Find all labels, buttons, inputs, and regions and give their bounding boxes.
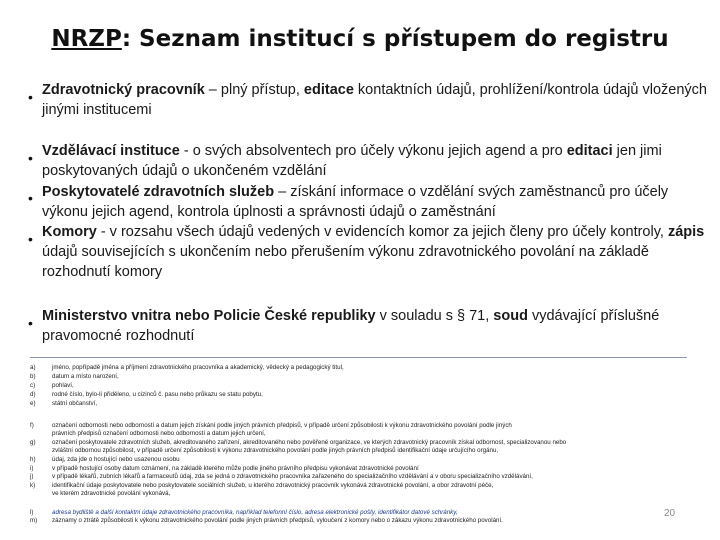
title-text: : Seznam institucí s přístupem do registru	[121, 26, 669, 52]
footnote-letter: m)	[30, 517, 38, 524]
footnote-letter: i)	[30, 465, 34, 472]
bullet-bold: Vzdělávací instituce	[42, 143, 180, 159]
bullet-text: – získání informace o vzdělání svých zaměstnanců pro účely výkonu jejich agend, kontrola úplnosti a správnosti údajů o zaměstnání	[42, 184, 669, 220]
bullet-bold: editace	[303, 82, 354, 98]
bullet-bold: zápis	[667, 224, 705, 240]
bullet-text: v souladu s § 71,	[375, 308, 494, 324]
bullet-text: údajů souvisejících s ukončením nebo přerušením výkonu zdravotnického povolání na základě rozhodnutí komory	[42, 244, 649, 280]
footnote-letter: a)	[30, 364, 36, 371]
footnote-letter: e)	[30, 400, 36, 407]
bullet-vzdelavaci-instituce	[42, 141, 708, 181]
bullet-text: - v rozsahu všech údajů vedených v evidencích komor za jejich členy pro účely kontroly,	[96, 224, 668, 240]
footnote-text: ve kterém zdravotnické povolání vykonává,	[52, 490, 171, 497]
page-number: 20	[664, 508, 676, 519]
footnote-letter: h)	[30, 456, 36, 463]
bullet-marker: •	[28, 315, 33, 331]
footnote-text: jméno, popřípadě jména a příjmení zdravotnického pracovníka a akademický, vědecký a pedagogický titul,	[52, 364, 344, 371]
footnote-letter: f)	[30, 422, 34, 429]
bullet-text: – plný přístup,	[204, 82, 304, 98]
footnote-text: pohlaví,	[52, 382, 74, 389]
footnote-letter: l)	[30, 509, 34, 516]
bullet-bold: soud	[493, 308, 528, 324]
divider	[30, 357, 687, 358]
footnote-text: rodné číslo, bylo-li přiděleno, u cizinců č. pasu nebo průkazu se statu pobytu,	[52, 391, 263, 398]
bullet-ministerstvo-vnitra	[42, 306, 708, 346]
bullet-text: - o svých absolventech pro účely výkonu jejich agend a pro	[179, 143, 567, 159]
footnote-text: údaj, zda jde o hostující nebo usazenou osobu	[52, 456, 180, 463]
footnote-text: v případě lékařů, zubních lékařů a farmaceutů údaj, zda se jedná o zdravotnického pracovníka zařazeného do specializačního vzdělávání a v oboru specializačního vzdělávání,	[52, 473, 533, 480]
footnote-letter: j)	[30, 473, 34, 480]
bullet-bold: Ministerstvo vnitra nebo Policie České republiky	[42, 308, 376, 324]
footnote-letter: k)	[30, 482, 36, 489]
bullet-bold: Komory	[42, 224, 97, 240]
bullet-bold: Poskytovatelé zdravotních služeb	[42, 184, 275, 200]
title-acronym: NRZP	[51, 26, 122, 52]
footnote-text: právních předpisů označení odbornosti nebo odborností a datum jejich určení,	[52, 430, 266, 437]
bullet-poskytovatele	[42, 182, 708, 222]
bullet-bold: editaci	[566, 143, 613, 159]
slide-title	[0, 26, 720, 52]
bullet-marker: •	[28, 190, 33, 206]
footnote-text: zvláštní odbornou způsobilost, v případě určení způsobilosti k výkonu zdravotnického povolání podle jiných právních předpisů identifikační údaje určujícího orgánu,	[52, 447, 499, 454]
footnote-letter: d)	[30, 391, 36, 398]
bullet-text: vydávající příslušné pravomocné rozhodnutí	[42, 308, 660, 344]
footnote-text: identifikační údaje poskytovatele nebo poskytovatele sociálních služeb, u kterého zdravotnický pracovník vykonává zdravotnické povolání, a obor zdravotní péče,	[52, 482, 494, 489]
bullet-zdravotnicky-pracovnik	[42, 80, 708, 120]
bullet-text: kontaktních údajů, prohlížení/kontrola údajů vložených jinými institucemi	[42, 82, 707, 118]
footnote-text: datum a místo narození,	[52, 373, 119, 380]
footnote-letter: c)	[30, 382, 36, 389]
footnote-letter: g)	[30, 439, 36, 446]
bullet-marker: •	[28, 231, 33, 247]
footnote-letter: b)	[30, 373, 36, 380]
footnote-text: záznamy o ztrátě způsobilosti k výkonu zdravotnického povolání podle jiných právních předpisů, vyloučení z komory nebo o zákazu výkonu zdravotnického povolání.	[52, 517, 503, 524]
bullet-marker: •	[28, 89, 33, 105]
bullet-marker: •	[28, 150, 33, 166]
footnote-text: státní občanství,	[52, 400, 98, 407]
footnote-text: označení odbornosti nebo odborností a datum jejich získání podle jiných právních předpisů, v případě určení způsobilosti k výkonu zdravotnického povolání podle jiných	[52, 422, 512, 429]
footnote-text: v případě hostující osoby datum oznámení, na základě kterého může podle jiného právního předpisu vykonávat zdravotnické povolání	[52, 465, 419, 472]
bullet-text: jen jimi poskytovaných údajů o ukončeném vzdělání	[42, 143, 662, 179]
footnote-text: adresa bydliště a další kontaktní údaje zdravotnického pracovníka, například telefonní číslo, adresa elektronické pošty, identifikátor datové schránky,	[52, 509, 458, 516]
footnote-text: označení poskytovatele zdravotních služeb, akreditovaného zařízení, akreditovaného nebo pověřené organizace, ve kterých zdravotnický pracovník získal odbornost, specializovanou nebo	[52, 439, 567, 446]
bullet-komory	[42, 222, 708, 282]
bullet-bold: Zdravotnický pracovník	[42, 82, 205, 98]
